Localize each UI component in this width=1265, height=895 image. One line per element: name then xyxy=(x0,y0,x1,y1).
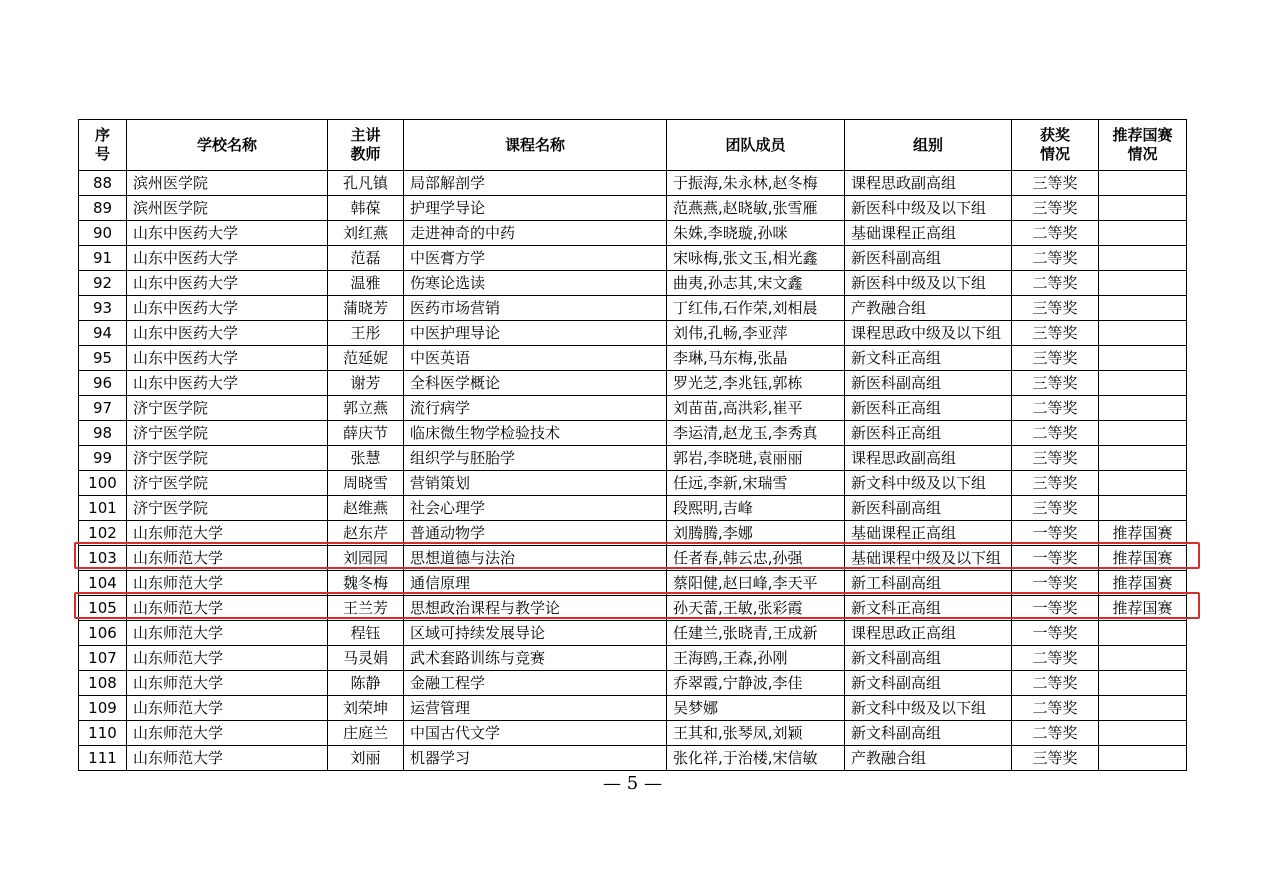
cell-seq: 105 xyxy=(79,596,127,621)
cell-school: 山东师范大学 xyxy=(127,646,328,671)
cell-team: 罗光芝,李兆钰,郭栋 xyxy=(667,371,845,396)
table-row xyxy=(79,321,1187,346)
cell-national: 推荐国赛 xyxy=(1099,596,1187,621)
cell-seq: 101 xyxy=(79,496,127,521)
cell-award: 三等奖 xyxy=(1012,196,1099,221)
cell-team: 任远,李新,宋瑞雪 xyxy=(667,471,845,496)
cell-school: 山东中医药大学 xyxy=(127,221,328,246)
cell-award: 二等奖 xyxy=(1012,246,1099,271)
cell-seq: 108 xyxy=(79,671,127,696)
cell-team: 曲夷,孙志其,宋文鑫 xyxy=(667,271,845,296)
cell-national xyxy=(1099,496,1187,521)
cell-seq: 92 xyxy=(79,271,127,296)
cell-team: 段熙明,吉峰 xyxy=(667,496,845,521)
cell-group: 新文科中级及以下组 xyxy=(845,471,1012,496)
cell-seq: 90 xyxy=(79,221,127,246)
header-group: 组别 xyxy=(845,120,1012,171)
cell-award: 一等奖 xyxy=(1012,546,1099,571)
cell-teacher: 赵东芹 xyxy=(328,521,404,546)
cell-course: 临床微生物学检验技术 xyxy=(404,421,667,446)
cell-national xyxy=(1099,421,1187,446)
table-row xyxy=(79,596,1187,621)
cell-course: 社会心理学 xyxy=(404,496,667,521)
cell-group: 新医科副高组 xyxy=(845,371,1012,396)
table-row xyxy=(79,696,1187,721)
cell-school: 济宁医学院 xyxy=(127,446,328,471)
cell-award: 二等奖 xyxy=(1012,721,1099,746)
cell-award: 三等奖 xyxy=(1012,296,1099,321)
cell-teacher: 刘园园 xyxy=(328,546,404,571)
cell-seq: 109 xyxy=(79,696,127,721)
cell-group: 新工科副高组 xyxy=(845,571,1012,596)
cell-award: 二等奖 xyxy=(1012,671,1099,696)
page-number: — 5 — xyxy=(603,773,662,794)
cell-course: 中医护理导论 xyxy=(404,321,667,346)
cell-teacher: 韩葆 xyxy=(328,196,404,221)
cell-national xyxy=(1099,171,1187,196)
cell-group: 新文科副高组 xyxy=(845,671,1012,696)
table-row xyxy=(79,196,1187,221)
cell-school: 山东中医药大学 xyxy=(127,371,328,396)
cell-teacher: 周晓雪 xyxy=(328,471,404,496)
cell-team: 于振海,朱永林,赵冬梅 xyxy=(667,171,845,196)
cell-group: 新文科副高组 xyxy=(845,721,1012,746)
cell-team: 范燕燕,赵晓敏,张雪雁 xyxy=(667,196,845,221)
cell-team: 刘苗苗,高洪彩,崔平 xyxy=(667,396,845,421)
cell-group: 课程思政中级及以下组 xyxy=(845,321,1012,346)
header-seq-line1: 序 xyxy=(94,126,110,144)
cell-course: 护理学导论 xyxy=(404,196,667,221)
cell-award: 三等奖 xyxy=(1012,171,1099,196)
cell-course: 中医膏方学 xyxy=(404,246,667,271)
cell-teacher: 郭立燕 xyxy=(328,396,404,421)
cell-national xyxy=(1099,371,1187,396)
cell-group: 新文科副高组 xyxy=(845,646,1012,671)
cell-national xyxy=(1099,346,1187,371)
cell-seq: 93 xyxy=(79,296,127,321)
cell-school: 山东师范大学 xyxy=(127,621,328,646)
cell-national xyxy=(1099,646,1187,671)
header-seq xyxy=(79,120,127,171)
cell-team: 王其和,张琴凤,刘颖 xyxy=(667,721,845,746)
cell-group: 新医科正高组 xyxy=(845,396,1012,421)
header-award xyxy=(1012,120,1099,171)
cell-team: 乔翠霞,宁静波,李佳 xyxy=(667,671,845,696)
cell-team: 吴梦娜 xyxy=(667,696,845,721)
cell-teacher: 刘荣坤 xyxy=(328,696,404,721)
cell-award: 三等奖 xyxy=(1012,346,1099,371)
cell-group: 基础课程正高组 xyxy=(845,221,1012,246)
table-row xyxy=(79,171,1187,196)
cell-course: 营销策划 xyxy=(404,471,667,496)
table-row xyxy=(79,221,1187,246)
cell-teacher: 魏冬梅 xyxy=(328,571,404,596)
cell-school: 山东中医药大学 xyxy=(127,296,328,321)
table-row xyxy=(79,271,1187,296)
cell-national xyxy=(1099,746,1187,771)
cell-award: 三等奖 xyxy=(1012,321,1099,346)
cell-national xyxy=(1099,271,1187,296)
cell-group: 新文科正高组 xyxy=(845,596,1012,621)
cell-award: 二等奖 xyxy=(1012,421,1099,446)
cell-course: 全科医学概论 xyxy=(404,371,667,396)
table-row xyxy=(79,346,1187,371)
cell-national: 推荐国赛 xyxy=(1099,521,1187,546)
cell-school: 山东师范大学 xyxy=(127,746,328,771)
cell-team: 任建兰,张晓青,王成新 xyxy=(667,621,845,646)
cell-school: 济宁医学院 xyxy=(127,421,328,446)
table-row xyxy=(79,546,1187,571)
cell-group: 新医科中级及以下组 xyxy=(845,196,1012,221)
cell-seq: 107 xyxy=(79,646,127,671)
cell-group: 课程思政副高组 xyxy=(845,446,1012,471)
cell-seq: 88 xyxy=(79,171,127,196)
header-school: 学校名称 xyxy=(127,120,328,171)
table-row xyxy=(79,646,1187,671)
cell-award: 一等奖 xyxy=(1012,521,1099,546)
cell-team: 丁红伟,石作荣,刘相晨 xyxy=(667,296,845,321)
cell-teacher: 温雅 xyxy=(328,271,404,296)
cell-team: 张化祥,于治楼,宋信敏 xyxy=(667,746,845,771)
cell-seq: 103 xyxy=(79,546,127,571)
header-teacher-line2: 教师 xyxy=(350,145,381,163)
cell-course: 组织学与胚胎学 xyxy=(404,446,667,471)
header-course: 课程名称 xyxy=(404,120,667,171)
header-national-line1: 推荐国赛 xyxy=(1112,126,1173,144)
cell-school: 山东师范大学 xyxy=(127,671,328,696)
cell-award: 二等奖 xyxy=(1012,696,1099,721)
cell-school: 山东师范大学 xyxy=(127,596,328,621)
cell-course: 中医英语 xyxy=(404,346,667,371)
cell-seq: 94 xyxy=(79,321,127,346)
cell-school: 山东师范大学 xyxy=(127,521,328,546)
cell-course: 流行病学 xyxy=(404,396,667,421)
cell-school: 山东师范大学 xyxy=(127,546,328,571)
cell-school: 山东中医药大学 xyxy=(127,246,328,271)
cell-teacher: 张慧 xyxy=(328,446,404,471)
header-national xyxy=(1099,120,1187,171)
cell-school: 山东中医药大学 xyxy=(127,271,328,296)
cell-group: 产教融合组 xyxy=(845,296,1012,321)
cell-award: 二等奖 xyxy=(1012,396,1099,421)
cell-seq: 95 xyxy=(79,346,127,371)
cell-seq: 97 xyxy=(79,396,127,421)
cell-award: 三等奖 xyxy=(1012,471,1099,496)
cell-group: 新文科中级及以下组 xyxy=(845,696,1012,721)
header-teacher-line1: 主讲 xyxy=(350,126,381,144)
cell-group: 新医科中级及以下组 xyxy=(845,271,1012,296)
cell-national xyxy=(1099,696,1187,721)
cell-seq: 98 xyxy=(79,421,127,446)
cell-national xyxy=(1099,621,1187,646)
table-body xyxy=(79,171,1187,771)
table-row xyxy=(79,396,1187,421)
table-row xyxy=(79,621,1187,646)
cell-national xyxy=(1099,246,1187,271)
cell-national xyxy=(1099,221,1187,246)
cell-group: 基础课程正高组 xyxy=(845,521,1012,546)
table-row xyxy=(79,421,1187,446)
header-team: 团队成员 xyxy=(667,120,845,171)
cell-course: 通信原理 xyxy=(404,571,667,596)
table-row xyxy=(79,746,1187,771)
cell-school: 济宁医学院 xyxy=(127,496,328,521)
table-header-row xyxy=(79,120,1187,171)
table-row xyxy=(79,246,1187,271)
table-row xyxy=(79,571,1187,596)
cell-course: 思想道德与法治 xyxy=(404,546,667,571)
table-row xyxy=(79,371,1187,396)
cell-school: 滨州医学院 xyxy=(127,171,328,196)
cell-seq: 104 xyxy=(79,571,127,596)
cell-teacher: 程钰 xyxy=(328,621,404,646)
cell-national xyxy=(1099,721,1187,746)
cell-teacher: 陈静 xyxy=(328,671,404,696)
cell-course: 局部解剖学 xyxy=(404,171,667,196)
cell-award: 三等奖 xyxy=(1012,371,1099,396)
cell-award: 二等奖 xyxy=(1012,221,1099,246)
cell-national xyxy=(1099,296,1187,321)
cell-national xyxy=(1099,471,1187,496)
cell-team: 李琳,马东梅,张晶 xyxy=(667,346,845,371)
header-national-line2: 情况 xyxy=(1127,145,1158,163)
cell-seq: 102 xyxy=(79,521,127,546)
cell-course: 思想政治课程与教学论 xyxy=(404,596,667,621)
header-seq-line2: 号 xyxy=(94,145,110,163)
cell-course: 金融工程学 xyxy=(404,671,667,696)
cell-school: 滨州医学院 xyxy=(127,196,328,221)
cell-school: 山东中医药大学 xyxy=(127,346,328,371)
cell-award: 三等奖 xyxy=(1012,746,1099,771)
cell-seq: 100 xyxy=(79,471,127,496)
cell-national: 推荐国赛 xyxy=(1099,546,1187,571)
table-row xyxy=(79,496,1187,521)
cell-course: 区域可持续发展导论 xyxy=(404,621,667,646)
cell-teacher: 马灵娟 xyxy=(328,646,404,671)
cell-teacher: 范磊 xyxy=(328,246,404,271)
cell-national xyxy=(1099,321,1187,346)
cell-school: 山东师范大学 xyxy=(127,696,328,721)
cell-teacher: 王彤 xyxy=(328,321,404,346)
cell-seq: 96 xyxy=(79,371,127,396)
cell-seq: 89 xyxy=(79,196,127,221)
cell-award: 一等奖 xyxy=(1012,621,1099,646)
cell-school: 济宁医学院 xyxy=(127,396,328,421)
cell-award: 二等奖 xyxy=(1012,271,1099,296)
cell-teacher: 刘丽 xyxy=(328,746,404,771)
cell-team: 宋咏梅,张文玉,相光鑫 xyxy=(667,246,845,271)
cell-teacher: 谢芳 xyxy=(328,371,404,396)
cell-course: 武术套路训练与竞赛 xyxy=(404,646,667,671)
table-row xyxy=(79,721,1187,746)
cell-national: 推荐国赛 xyxy=(1099,571,1187,596)
cell-award: 三等奖 xyxy=(1012,496,1099,521)
cell-teacher: 蒲晓芳 xyxy=(328,296,404,321)
cell-course: 走进神奇的中药 xyxy=(404,221,667,246)
header-award-line2: 情况 xyxy=(1039,145,1070,163)
cell-teacher: 赵维燕 xyxy=(328,496,404,521)
cell-group: 新医科正高组 xyxy=(845,421,1012,446)
cell-team: 朱姝,李晓璇,孙咪 xyxy=(667,221,845,246)
table-row xyxy=(79,521,1187,546)
cell-award: 三等奖 xyxy=(1012,446,1099,471)
awards-table-wrapper xyxy=(78,119,1187,771)
awards-table xyxy=(78,119,1187,771)
table-row xyxy=(79,446,1187,471)
header-teacher xyxy=(328,120,404,171)
cell-course: 伤寒论选读 xyxy=(404,271,667,296)
cell-award: 二等奖 xyxy=(1012,646,1099,671)
cell-award: 一等奖 xyxy=(1012,571,1099,596)
cell-national xyxy=(1099,196,1187,221)
cell-school: 济宁医学院 xyxy=(127,471,328,496)
cell-course: 中国古代文学 xyxy=(404,721,667,746)
cell-team: 王海鸥,王森,孙刚 xyxy=(667,646,845,671)
cell-team: 孙天蕾,王敏,张彩霞 xyxy=(667,596,845,621)
cell-school: 山东中医药大学 xyxy=(127,321,328,346)
cell-group: 新医科副高组 xyxy=(845,246,1012,271)
cell-team: 郭岩,李晓琎,袁丽丽 xyxy=(667,446,845,471)
cell-team: 刘腾腾,李娜 xyxy=(667,521,845,546)
cell-national xyxy=(1099,671,1187,696)
cell-team: 李运清,赵龙玉,李秀真 xyxy=(667,421,845,446)
cell-seq: 110 xyxy=(79,721,127,746)
cell-national xyxy=(1099,396,1187,421)
cell-group: 新医科副高组 xyxy=(845,496,1012,521)
cell-course: 运营管理 xyxy=(404,696,667,721)
cell-group: 新文科正高组 xyxy=(845,346,1012,371)
cell-team: 任者春,韩云忠,孙强 xyxy=(667,546,845,571)
cell-school: 山东师范大学 xyxy=(127,571,328,596)
cell-teacher: 孔凡镇 xyxy=(328,171,404,196)
cell-school: 山东师范大学 xyxy=(127,721,328,746)
cell-course: 医药市场营销 xyxy=(404,296,667,321)
cell-team: 蔡阳健,赵曰峰,李天平 xyxy=(667,571,845,596)
cell-teacher: 庄庭兰 xyxy=(328,721,404,746)
table-row xyxy=(79,471,1187,496)
cell-seq: 106 xyxy=(79,621,127,646)
cell-team: 刘伟,孔畅,李亚萍 xyxy=(667,321,845,346)
table-row xyxy=(79,671,1187,696)
cell-seq: 99 xyxy=(79,446,127,471)
cell-teacher: 王兰芳 xyxy=(328,596,404,621)
cell-group: 课程思政正高组 xyxy=(845,621,1012,646)
cell-course: 机器学习 xyxy=(404,746,667,771)
cell-group: 课程思政副高组 xyxy=(845,171,1012,196)
table-row xyxy=(79,296,1187,321)
cell-course: 普通动物学 xyxy=(404,521,667,546)
cell-award: 一等奖 xyxy=(1012,596,1099,621)
cell-teacher: 薛庆节 xyxy=(328,421,404,446)
cell-teacher: 范延妮 xyxy=(328,346,404,371)
cell-group: 基础课程中级及以下组 xyxy=(845,546,1012,571)
cell-seq: 91 xyxy=(79,246,127,271)
cell-teacher: 刘红燕 xyxy=(328,221,404,246)
header-award-line1: 获奖 xyxy=(1039,126,1070,144)
cell-group: 产教融合组 xyxy=(845,746,1012,771)
cell-national xyxy=(1099,446,1187,471)
cell-seq: 111 xyxy=(79,746,127,771)
